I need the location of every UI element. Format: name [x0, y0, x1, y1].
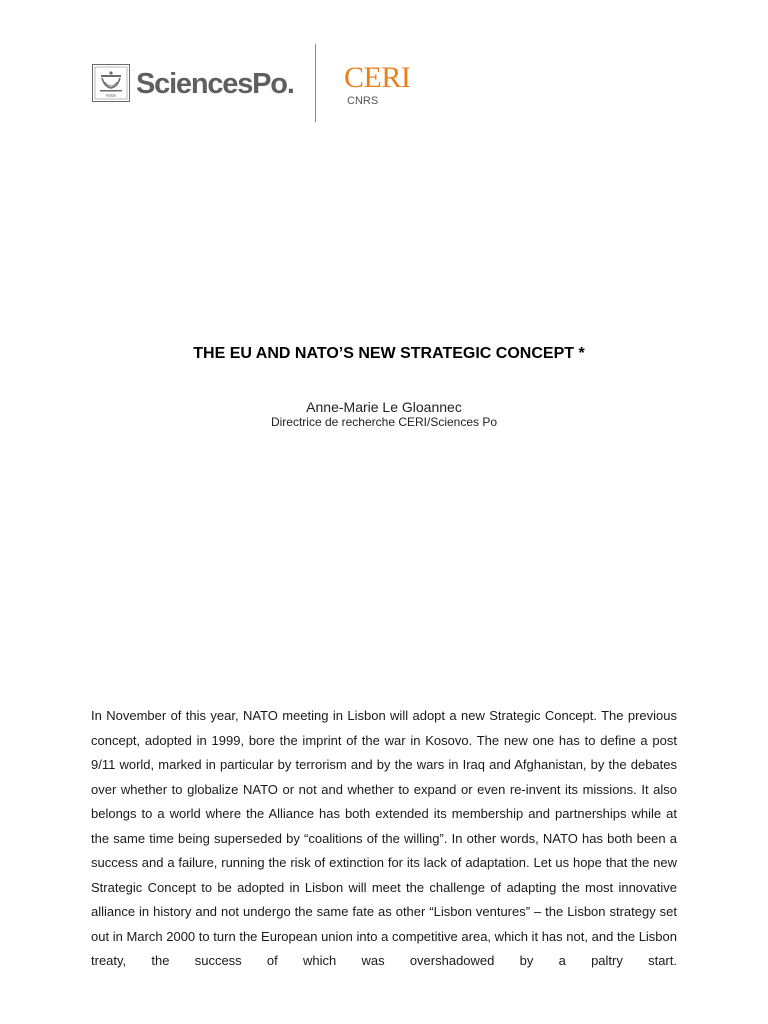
cnrs-label: CNRS	[347, 95, 379, 107]
author-affiliation: Directrice de recherche CERI/Sciences Po	[270, 415, 498, 429]
sciencespo-crest-icon	[92, 64, 130, 102]
ceri-wordmark: CERI	[344, 61, 411, 94]
author-name: Anne-Marie Le Gloannec	[306, 399, 462, 415]
body-paragraph: In November of this year, NATO meeting in Lisbon will adopt a new Strategic Concept. The previous concept, adopted in 1999, bore the imprint of the war in Kosovo. The new one has to define a post 9/11 world, marked in particular by terrorism and by the wars in Iraq and Afghanistan, by the debates over whether to globalize NATO or not and whether to expand or even re-invent its missions. It also belongs to a world where the Alliance has both extended its membership and partnerships while at the same time being superseded by “coalitions of the willing”. In other words, NATO has both been a success and a failure, running the risk of extinction for its lack of adaptation. Let us hope that the new Strategic Concept to be adopted in Lisbon will meet the challenge of adapting the most innovative alliance in history and not undergo the same fate as other “Lisbon ventures” – the Lisbon strategy set out in March 2000 to turn the European union into a competitive area, which it has not, and the Lisbon treaty, the success of which was overshadowed by a paltry start.	[91, 708, 677, 968]
document-title: THE EU AND NATO’S NEW STRATEGIC CONCEPT *	[193, 345, 585, 362]
institution-logos	[92, 44, 422, 122]
crest-caption: PARIS	[106, 94, 116, 98]
sciencespo-wordmark: SciencesPo.	[136, 68, 294, 100]
logo-divider	[315, 44, 316, 122]
